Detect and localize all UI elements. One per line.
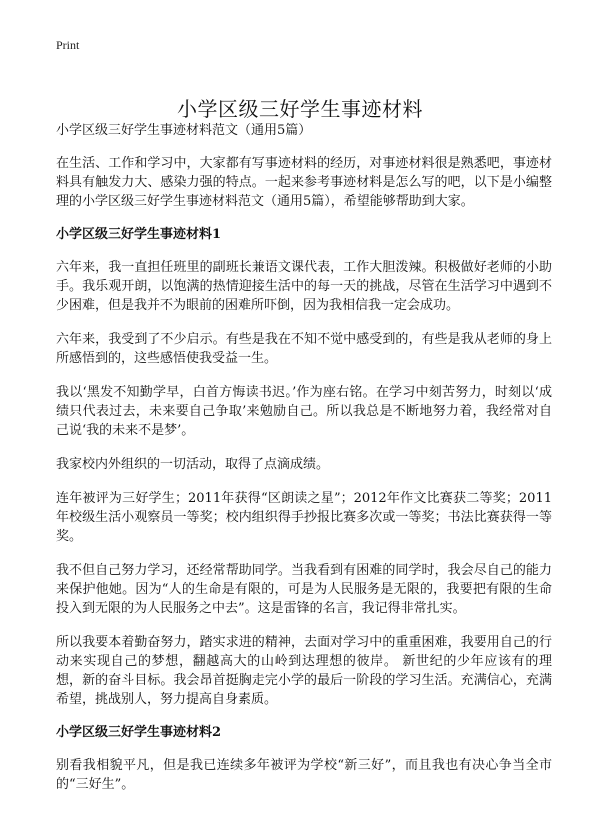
document-subtitle: 小学区级三好学生事迹材料范文（通用5篇） — [56, 123, 312, 138]
document-body — [56, 122, 552, 809]
print-label: Print — [56, 38, 80, 52]
section-paragraph: 所以我要本着勤奋努力，踏实求进的精神，去面对学习中的重重困难，我要用自己的行动来实现自己的梦想，翻越高大的山岭到达理想的彼岸。 新世纪的少年应该有的理想，新的奋斗目标。我会昂首挺胸走完小学的最后一阶段的学习生活。充满信心，充满希望，挑战别人，努力提高自身素质。 — [56, 635, 552, 707]
section-heading: 小学区级三好学生事迹材料2 — [56, 725, 222, 740]
section-paragraph: 我家校内外组织的一切活动，取得了点滴成绩。 — [56, 457, 330, 472]
section-paragraph: 连年被评为三好学生；2011年获得“区朗读之星”；2012年作文比赛获二等奖；2011年校级生活小观察员一等奖；校内组织得手抄报比赛多次或一等奖；书法比赛获得一等奖。 — [56, 491, 552, 544]
section-paragraph: 六年来，我一直担任班里的副班长兼语文课代表，工作大胆泼辣。积极做好老师的小助手。我乐观开朗，以饱满的热情迎接生活中的每一天的挑战，尽管在生活学习中遇到不少困难，但是我并不为眼前的困难所吓倒，因为我相信我一定会成功。 — [56, 260, 552, 313]
intro-paragraph: 在生活、工作和学习中，大家都有写事迹材料的经历，对事迹材料很是熟悉吧，事迹材料具有触发力大、感染力强的特点。一起来参考事迹材料是怎么写的吧，以下是小编整理的小学区级三好学生事迹材料范文（通用5篇），希望能够帮助到大家。 — [56, 156, 552, 209]
section-paragraph: 别看我相貌平凡，但是我已连续多年被评为学校“新三好”，而且我也有决心争当全市的“三好生”。 — [56, 758, 552, 792]
section-paragraph: 我以‘黑发不知勤学早，白首方悔读书迟。’作为座右铭。在学习中刻苦努力，时刻以‘成绩只代表过去，未来要自己争取’来勉励自己。所以我总是不断地努力着，我经常对自己说‘我的未来不是梦’。 — [56, 385, 552, 438]
section-paragraph: 我不但自己努力学习，还经常帮助同学。当我看到有困难的同学时，我会尽自己的能力来保护他她。因为“人的生命是有限的，可是为人民服务是无限的，我要把有限的生命投入到无限的为人民服务之中去”。这是雷锋的名言，我记得非常扎实。 — [56, 563, 552, 616]
section-paragraph: 六年来，我受到了不少启示。有些是我在不知不觉中感受到的，有些是我从老师的身上所感悟到的，这些感悟使我受益一生。 — [56, 332, 552, 366]
section-heading: 小学区级三好学生事迹材料1 — [56, 227, 222, 242]
document-title: 小学区级三好学生事迹材料 — [177, 97, 423, 122]
